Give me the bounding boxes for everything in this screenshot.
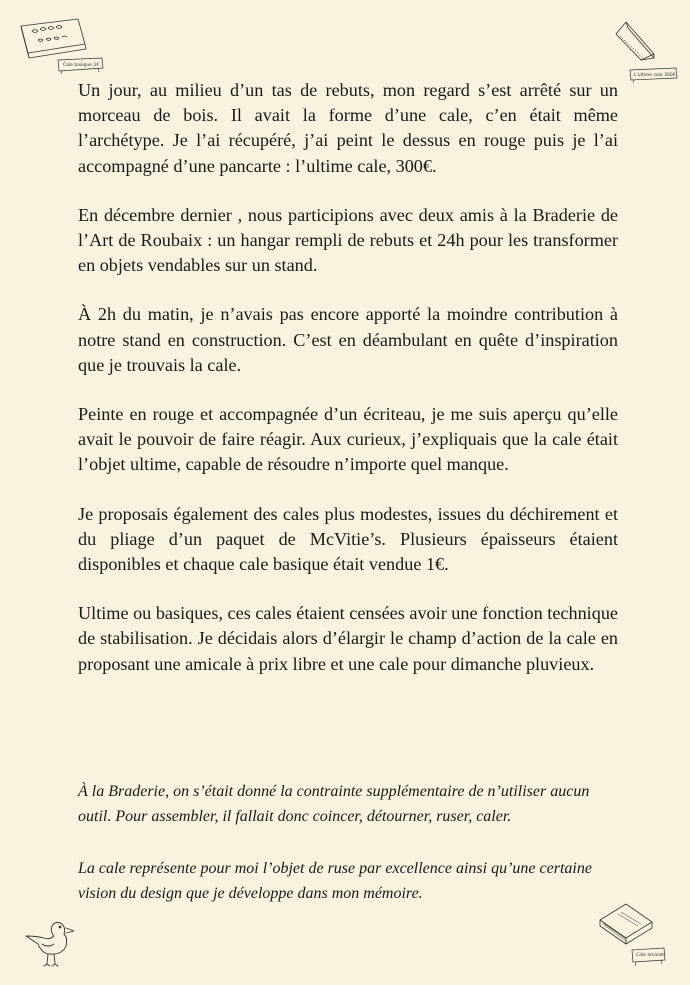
book-wedge-icon xyxy=(594,898,686,972)
paragraph-4: Peinte en rouge et accompagnée d’un écriteau, je me suis aperçu qu’elle avait le pouvoir de faire réagir. Aux curieux, j’expliquais que la cale était l’objet ultime, capable de résoudre n’importe quel manque. xyxy=(78,404,618,475)
top-left-tag-label: Cale basique 1€ xyxy=(63,63,100,68)
tag-cale-amicale xyxy=(632,948,665,966)
top-right-tag-label: L'ultime cale 300€ xyxy=(634,73,676,78)
paragraph-3: À 2h du matin, je n’avais pas encore apporté la moindre contribution à notre stand en construction. C’est en déambulant en quête d’inspiration que je trouvais la cale. xyxy=(78,304,618,375)
bottom-right-tag-label: Cale amicale xyxy=(636,953,665,958)
italic-notes xyxy=(78,779,623,933)
duck-icon xyxy=(22,918,82,970)
tag-ultime-cale xyxy=(630,68,677,83)
wooden-wedge-icon xyxy=(606,16,686,86)
paragraph-1: Un jour, au milieu d’un tas de rebuts, mon regard s’est arrêté sur un morceau de bois. Il avait la forme d’une cale, c’en était même l’archétype. Je l’ai récupéré, j’ai peint le dessus en rouge puis je l’ai accompagné d’une pancarte : l’ultime cale, 300€. xyxy=(78,80,618,176)
note-2: La cale représente pour moi l’objet de ruse par excellence ainsi qu’une certaine vision du design que je développe dans mon mémoire. xyxy=(78,860,592,902)
paragraph-2: En décembre dernier , nous participions avec deux amis à la Braderie de l’Art de Roubaix : un hangar rempli de rebuts et 24h pour les transformer en objets vendables sur un stand. xyxy=(78,204,618,276)
paragraph-6: Ultime ou basiques, ces cales étaient censées avoir une fonction technique de stabilisation. Je décidais alors d’élargir le champ d’action de la cale en proposant une amicale à prix libre et une cale pour dimanche pluvieux. xyxy=(78,603,618,674)
main-text xyxy=(78,78,618,701)
tag-cale-basique xyxy=(58,58,103,74)
biscuit-packet-icon xyxy=(18,14,108,84)
paragraph-5: Je proposais également des cales plus modestes, issues du déchirement et du pliage d’un paquet de McVitie’s. Plusieurs épaisseurs étaient disponibles et chaque cale basique était vendue 1€. xyxy=(78,503,618,575)
note-1: À la Braderie, on s’était donné la contrainte supplémentaire de n’utiliser aucun outil. Pour assembler, il fallait donc coincer, détourner, ruser, caler. xyxy=(78,783,590,825)
